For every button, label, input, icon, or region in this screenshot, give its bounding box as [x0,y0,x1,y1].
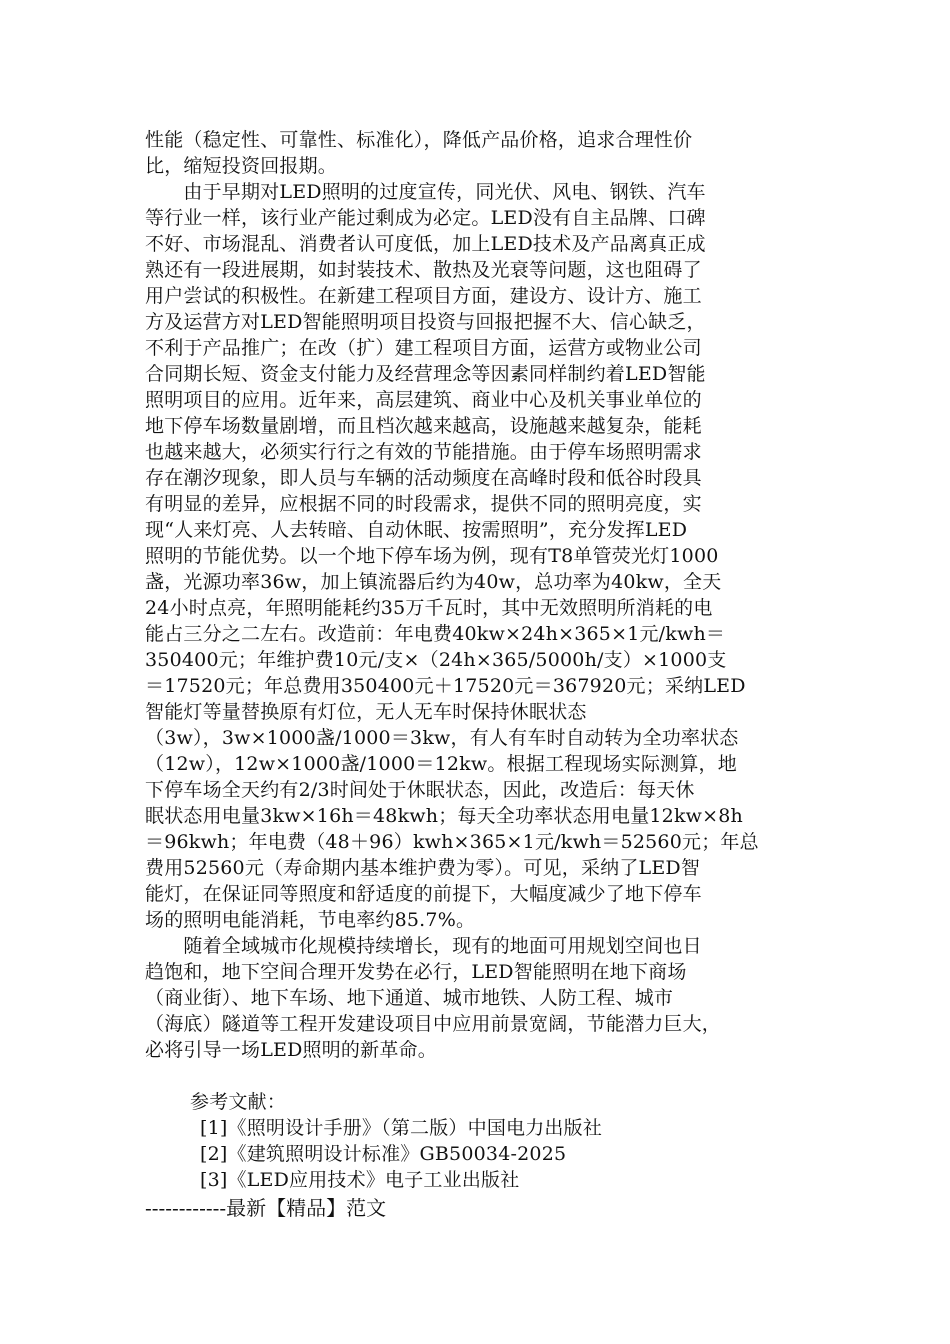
paragraph-2-line-3: 不好、市场混乱、消费者认可度低，加上LED技术及产品离真正成 [145,233,706,255]
paragraph-2-line-1: 由于早期对LED照明的过度宣传，同光伏、风电、钢铁、汽车 [145,181,706,203]
paragraph-2-line-29: 场的照明电能消耗，节电率约85.7%。 [145,909,476,931]
paragraph-2-line-15: 照明的节能优势。以一个地下停车场为例，现有T8单管荧光灯1000 [145,545,719,567]
paragraph-2-line-17: 24小时点亮，年照明能耗约35万千瓦时，其中无效照明所消耗的电 [145,597,713,619]
paragraph-2-line-16: 盏，光源功率36w，加上镇流器后约为40w，总功率为40kw，全天 [145,571,722,593]
paragraph-2-line-25: 眠状态用电量3kw×16h＝48kwh；每天全功率状态用电量12kw×8h [145,805,743,827]
paragraph-3-line-5: 必将引导一场LED照明的新革命。 [145,1039,437,1061]
paragraph-2-line-10: 地下停车场数量剧增，而且档次越来越高，设施越来越复杂，能耗 [145,415,702,437]
page-footer: ------------最新【精品】范文 [145,1196,387,1220]
paragraph-2-line-5: 用户尝试的积极性。在新建工程项目方面，建设方、设计方、施工 [145,285,702,307]
paragraph-2-line-14: 现“人来灯亮、人去转暗、自动休眠、按需照明”，充分发挥LED [145,519,688,541]
paragraph-2-line-12: 存在潮汐现象，即人员与车辆的活动频度在高峰时段和低谷时段具 [145,467,702,489]
reference-item-1: [1]《照明设计手册》（第二版）中国电力出版社 [200,1117,603,1139]
paragraph-2-line-26: ＝96kwh；年电费（48＋96）kwh×365×1元/kwh＝52560元；年总 [145,831,759,853]
paragraph-2-line-13: 有明显的差异，应根据不同的时段需求，提供不同的照明亮度，实 [145,493,702,515]
paragraph-2-line-21: 智能灯等量替换原有灯位，无人无车时保持休眠状态 [145,701,587,723]
paragraph-2-line-2: 等行业一样，该行业产能过剩成为必定。LED没有自主品牌、口碑 [145,207,706,229]
paragraph-3-line-2: 趋饱和，地下空间合理开发势在必行，LED智能照明在地下商场 [145,961,687,983]
paragraph-3-line-1: 随着全域城市化规模持续增长，现有的地面可用规划空间也日 [145,935,702,957]
paragraph-2-line-20: ＝17520元；年总费用350400元＋17520元＝367920元；采纳LED [145,675,746,697]
paragraph-2-line-11: 也越来越大，必须实行行之有效的节能措施。由于停车场照明需求 [145,441,702,463]
paragraph-2-line-7: 不利于产品推广；在改（扩）建工程项目方面，运营方或物业公司 [145,337,702,359]
paragraph-2-line-19: 350400元；年维护费10元/支×（24h×365/5000h/支）×1000支 [145,649,727,671]
paragraph-2-line-22: （3w），3w×1000盏/1000＝3kw，有人有车时自动转为全功率状态 [145,727,739,749]
paragraph-2-line-6: 方及运营方对LED智能照明项目投资与回报把握不大、信心缺乏， [145,311,706,333]
paragraph-2-line-18: 能占三分之二左右。改造前：年电费40kw×24h×365×1元/kwh＝ [145,623,726,645]
paragraph-2-line-9: 照明项目的应用。近年来，高层建筑、商业中心及机关事业单位的 [145,389,702,411]
paragraph-2-line-28: 能灯，在保证同等照度和舒适度的前提下，大幅度减少了地下停车 [145,883,702,905]
paragraph-2-line-23: （12w），12w×1000盏/1000＝12kw。根据工程现场实际测算，地 [145,753,737,775]
paragraph-3-line-4: （海底）隧道等工程开发建设项目中应用前景宽阔，节能潜力巨大， [145,1013,722,1035]
reference-item-3: [3]《LED应用技术》电子工业出版社 [200,1169,520,1191]
paragraph-2-line-8: 合同期长短、资金支付能力及经营理念等因素同样制约着LED智能 [145,363,706,385]
paragraph-2-line-4: 熟还有一段进展期，如封装技术、散热及光衰等问题，这也阻碍了 [145,259,702,281]
paragraph-2-line-27: 费用52560元（寿命期内基本维护费为零）。可见，采纳了LED智 [145,857,701,879]
paragraph-1-line-1: 性能（稳定性、可靠性、标准化），降低产品价格，追求合理性价 [145,129,693,151]
references-heading: 参考文献： [190,1091,287,1113]
reference-item-2: [2]《建筑照明设计标准》GB50034-2025 [200,1143,567,1165]
paragraph-3-line-3: （商业街）、地下车场、地下通道、城市地铁、人防工程、城市 [145,987,674,1009]
paragraph-2-line-24: 下停车场全天约有2/3时间处于休眠状态，因此，改造后：每天休 [145,779,695,801]
paragraph-1-line-2: 比，缩短投资回报期。 [145,155,338,177]
